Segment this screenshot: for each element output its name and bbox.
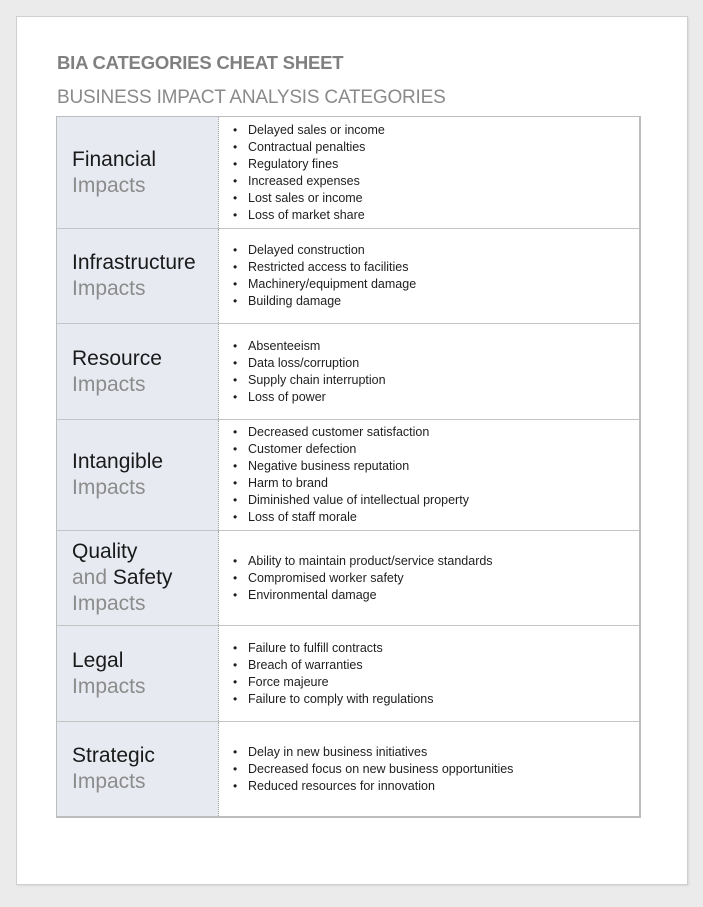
- list-item: [231, 173, 385, 190]
- bullet-icon: •: [233, 190, 238, 205]
- category-cell: [57, 626, 219, 721]
- category-suffix: Impacts: [72, 592, 146, 615]
- list-item: [231, 355, 386, 372]
- impact-list: [231, 242, 416, 310]
- category-name: Strategic: [72, 744, 155, 767]
- list-item: [231, 259, 416, 276]
- list-item: [231, 122, 385, 139]
- category-suffix: Impacts: [72, 674, 146, 698]
- bullet-icon: •: [233, 476, 238, 490]
- bullet-icon: •: [233, 510, 238, 524]
- list-item-text: Restricted access to facilities: [248, 260, 409, 274]
- category-cell: [57, 117, 219, 228]
- impact-items-cell: [219, 626, 639, 721]
- list-item: [231, 553, 493, 570]
- list-item: [231, 674, 434, 691]
- impact-items-cell: [219, 229, 639, 323]
- bullet-icon: •: [233, 425, 238, 439]
- list-item: [231, 778, 513, 795]
- list-item-text: Force majeure: [248, 674, 329, 689]
- bullet-icon: •: [233, 442, 238, 456]
- impact-list: [231, 338, 386, 406]
- bullet-icon: •: [233, 493, 238, 507]
- bullet-icon: •: [233, 761, 238, 776]
- bullet-icon: •: [233, 260, 238, 274]
- bullet-icon: •: [233, 277, 238, 291]
- list-item-text: Contractual penalties: [248, 139, 366, 154]
- bia-categories-table: [56, 116, 641, 818]
- category-suffix: Impacts: [72, 173, 146, 197]
- list-item-text: Customer defection: [248, 442, 357, 456]
- category-name-line-2: [72, 565, 218, 591]
- category-name: Legal: [72, 648, 124, 672]
- list-item: [231, 691, 434, 708]
- category-cell: [57, 531, 219, 625]
- impact-items-cell: [219, 722, 639, 816]
- list-item: [231, 276, 416, 293]
- list-item: [231, 657, 434, 674]
- list-item: [231, 492, 469, 509]
- impact-list: [231, 122, 385, 224]
- category-suffix: Impacts: [72, 277, 146, 300]
- category-name: Intangible: [72, 450, 164, 473]
- bullet-icon: •: [233, 294, 238, 308]
- impact-list: [231, 744, 513, 795]
- category-name: Resource: [72, 346, 162, 370]
- list-item: [231, 139, 385, 156]
- list-item-text: Decreased customer satisfaction: [248, 425, 430, 439]
- bullet-icon: •: [233, 389, 238, 404]
- list-item: [231, 293, 416, 310]
- impact-items-cell: [219, 420, 639, 530]
- list-item: [231, 744, 513, 761]
- list-item-text: Reduced resources for innovation: [248, 778, 435, 793]
- category-name-2: Safety: [112, 566, 173, 589]
- list-item: [231, 458, 469, 475]
- list-item-text: Failure to fulfill contracts: [248, 640, 383, 655]
- list-item: [231, 207, 385, 224]
- list-item-text: Environmental damage: [248, 587, 377, 602]
- bullet-icon: •: [233, 372, 238, 387]
- bullet-icon: •: [233, 173, 238, 188]
- category-suffix: Impacts: [72, 476, 146, 499]
- list-item: [231, 509, 469, 526]
- impact-list: [231, 553, 493, 604]
- list-item-text: Harm to brand: [248, 476, 328, 490]
- category-cell: [57, 229, 219, 323]
- impact-items-cell: [219, 324, 639, 419]
- category-row-legal: [57, 625, 639, 721]
- list-item: [231, 389, 386, 406]
- impact-items-cell: [219, 117, 639, 228]
- list-item: [231, 156, 385, 173]
- category-suffix: Impacts: [72, 372, 146, 396]
- category-name: Financial: [72, 147, 157, 171]
- list-item-text: Breach of warranties: [248, 657, 363, 672]
- list-item: [231, 441, 469, 458]
- list-item: [231, 338, 386, 355]
- list-item-text: Data loss/corruption: [248, 355, 360, 370]
- impact-list: [231, 640, 434, 708]
- list-item-text: Lost sales or income: [248, 190, 363, 205]
- bullet-icon: •: [233, 355, 238, 370]
- list-item: [231, 761, 513, 778]
- list-item-text: Delay in new business initiatives: [248, 744, 428, 759]
- bullet-icon: •: [233, 674, 238, 689]
- document-page: [16, 16, 688, 885]
- bullet-icon: •: [233, 691, 238, 706]
- list-item: [231, 570, 493, 587]
- document-subtitle: BUSINESS IMPACT ANALYSIS CATEGORIES: [57, 87, 446, 108]
- category-cell: [57, 420, 219, 530]
- list-item: [231, 640, 434, 657]
- bullet-icon: •: [233, 122, 238, 137]
- bullet-icon: •: [233, 553, 238, 568]
- bullet-icon: •: [233, 744, 238, 759]
- bullet-icon: •: [233, 778, 238, 793]
- list-item-text: Loss of staff morale: [248, 510, 357, 524]
- category-cell: [57, 722, 219, 816]
- list-item-text: Increased expenses: [248, 173, 360, 188]
- category-cell: [57, 324, 219, 419]
- category-row-infrastructure: [57, 228, 639, 323]
- category-name: Infrastructure: [72, 251, 196, 274]
- impact-list: [231, 424, 469, 526]
- bullet-icon: •: [233, 243, 238, 257]
- category-suffix: Impacts: [72, 770, 146, 793]
- list-item: [231, 242, 416, 259]
- list-item-text: Machinery/equipment damage: [248, 277, 417, 291]
- list-item-text: Regulatory fines: [248, 156, 339, 171]
- bullet-icon: •: [233, 640, 238, 655]
- list-item-text: Diminished value of intellectual property: [248, 493, 469, 507]
- bullet-icon: •: [233, 338, 238, 353]
- bullet-icon: •: [233, 570, 238, 585]
- bullet-icon: •: [233, 139, 238, 154]
- impact-items-cell: [219, 531, 639, 625]
- list-item-text: Delayed construction: [248, 243, 365, 257]
- list-item-text: Failure to comply with regulations: [248, 691, 434, 706]
- list-item-text: Decreased focus on new business opportunities: [248, 761, 514, 776]
- category-row-strategic: [57, 721, 639, 816]
- category-row-financial: [57, 117, 639, 228]
- category-row-resource: [57, 323, 639, 419]
- list-item: [231, 475, 469, 492]
- list-item-text: Loss of power: [248, 389, 326, 404]
- list-item-text: Ability to maintain product/service standards: [248, 553, 493, 568]
- list-item: [231, 372, 386, 389]
- document-title: BIA CATEGORIES CHEAT SHEET: [57, 52, 344, 73]
- list-item-text: Building damage: [248, 294, 342, 308]
- category-row-intangible: [57, 419, 639, 530]
- list-item-text: Delayed sales or income: [248, 122, 385, 137]
- list-item: [231, 424, 469, 441]
- bullet-icon: •: [233, 657, 238, 672]
- category-connector: and: [72, 566, 108, 589]
- bullet-icon: •: [233, 156, 238, 171]
- list-item-text: Loss of market share: [248, 207, 365, 222]
- bullet-icon: •: [233, 207, 238, 222]
- list-item-text: Compromised worker safety: [248, 570, 404, 585]
- list-item: [231, 190, 385, 207]
- category-name: Quality: [72, 540, 138, 563]
- category-row-quality-and-safety: [57, 530, 639, 625]
- list-item-text: Supply chain interruption: [248, 372, 386, 387]
- list-item-text: Negative business reputation: [248, 459, 410, 473]
- bullet-icon: •: [233, 587, 238, 602]
- list-item-text: Absenteeism: [248, 338, 321, 353]
- bullet-icon: •: [233, 459, 238, 473]
- list-item: [231, 587, 493, 604]
